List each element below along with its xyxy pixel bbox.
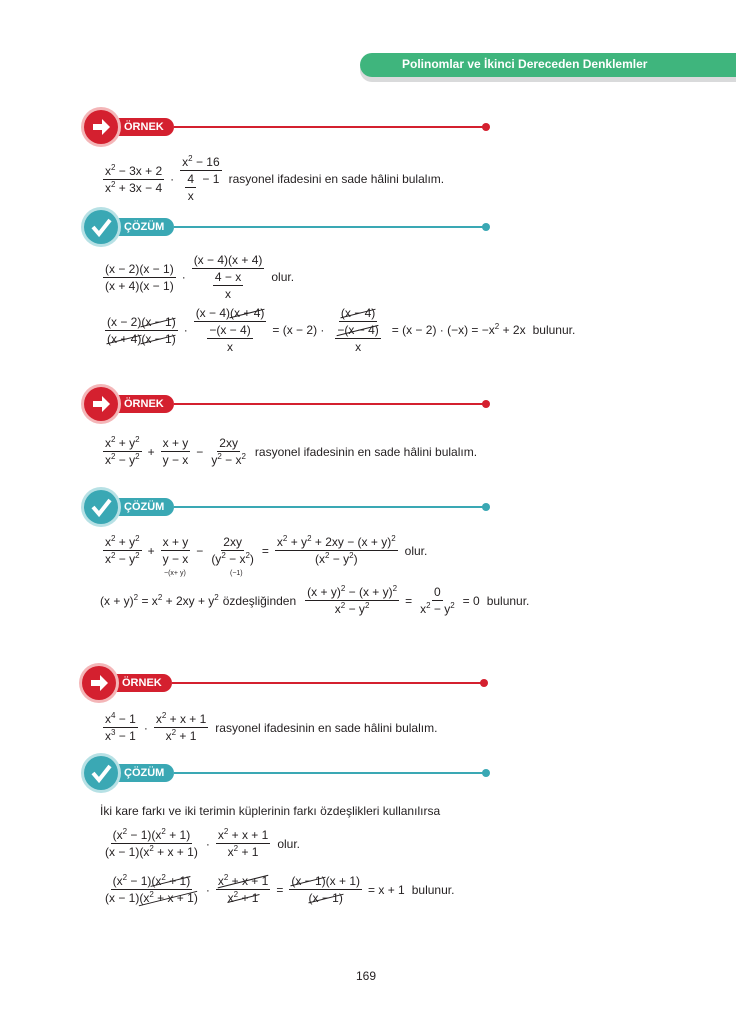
cozum-line [174,772,486,774]
bulunur-text: bulunur. [532,323,576,337]
check-icon [84,490,118,524]
ornek-marker-1 [84,110,494,146]
ornek-dot [482,400,490,408]
ornek-marker-3 [82,666,492,702]
cozum-line [174,226,486,228]
cozum-marker-3 [84,756,494,792]
ornek-tag: ÖRNEK [116,118,174,136]
cozum-dot [482,223,490,231]
cozum-tag: ÇÖZÜM [116,218,174,236]
cozum-tag: ÇÖZÜM [116,764,174,782]
task-text: rasyonel ifadesini en sade hâlini bulalım. [228,172,445,186]
arrow-icon [82,666,116,700]
cozum-tag: ÇÖZÜM [116,498,174,516]
ornek-marker-2 [84,387,494,423]
cozum-marker-2 [84,490,494,526]
solution3-intro: İki kare farkı ve iki terimin küplerinin farkı özdeşlikleri kullanılırsa [100,804,441,818]
ornek-line [174,403,486,405]
example1-expression: $\frac{x^2 - 3x + 2}{x^2 + 3x - 4}$ · $x^2 - 16$ $\frac{4}{x}$ − 1 rasyonel ifadesini en sade hâlini bulalım. [105,154,445,203]
sign-note: −(x+ y) [164,570,186,577]
ornek-line [174,126,486,128]
ornek-line [172,682,484,684]
cozum-line [174,506,486,508]
chapter-title: Polinomlar ve İkinci Dereceden Denklemler [402,57,648,71]
solution2-step1: $\frac{x^2 + y^2}{x^2 - y^2}$ + $\frac{x + y}{y - x}$ − $\frac{2xy}{(y^2 - x^2)}$ = $\frac{x^2 + y^2 + 2xy - (x + y)^2}{(x^2 - y^2)}$ olur. [105,534,428,566]
sign-note: (−1) [230,570,243,577]
check-icon [84,756,118,790]
cozum-dot [482,769,490,777]
olur-text: olur. [277,836,300,851]
arrow-icon [84,110,118,144]
solution1-step2: $\frac{(x - 2)(x - 1)}{(x + 4)(x - 1)}$ · $\frac{(x - 4)(x + 4)}{\frac{-(x - 4)}{x}}$ = (x − 2) · $\frac{(x - 4)}{\frac{-(x - 4)}{x}}$ = $(x - 2) \cdot (-x) = -x^2 + 2x$ bulunur. [107,306,576,354]
olur-text: olur. [271,270,295,284]
bulunur-text: bulunur. [411,882,455,897]
example2-expression: $\frac{x^2 + y^2}{x^2 - y^2}$ + $\frac{x + y}{y - x}$ − $\frac{2xy}{y^2 - x^2}$ rasyonel ifadesinin en sade hâlini bulalım. [105,435,478,467]
solution3-step1: $\frac{(x^2 - 1)(x^2 + 1)}{(x - 1)(x^2 + x + 1)}$ · $\frac{x^2 + x + 1}{x^2 + 1}$ olur. [105,827,300,859]
bulunur-text: bulunur. [486,593,530,608]
ornek-dot [480,679,488,687]
cozum-marker-1 [84,210,494,246]
chapter-banner [360,53,736,77]
task-text: rasyonel ifadesinin en sade hâlini bulalım. [215,720,438,735]
task-text: rasyonel ifadesinin en sade hâlini bulalım. [254,444,478,459]
example3-expression: $\frac{x^4 - 1}{x^3 - 1}$ · $\frac{x^2 + x + 1}{x^2 + 1}$ rasyonel ifadesinin en sade hâlini bulalım. [105,711,438,743]
solution2-step2: $(x + y)^2 = x^2 + 2xy + y^2$ özdeşliğinden $\frac{(x + y)^2 - (x + y)^2}{x^2 - y^2}$ = $\frac{0}{x^2 - y^2}$ = 0 bulunur. [100,584,530,616]
identity-text: özdeşliğinden [222,593,297,608]
ornek-tag: ÖRNEK [114,674,172,692]
olur-text: olur. [404,543,428,558]
solution1-step1: $\frac{(x - 2)(x - 1)}{(x + 4)(x - 1)}$ · $\frac{(x - 4)(x + 4)}{\frac{4 - x}{x}}$ olur. [105,253,295,301]
solution3-step2: $\frac{(x^2 - 1)(x^2 + 1)}{(x - 1)(x^2 + x + 1)}$ · $\frac{x^2 + x + 1}{x^2 + 1}$ = $\frac{(x - 1)(x + 1)}{(x - 1)}$ = x + 1 bulunur. [105,873,455,905]
cozum-dot [482,503,490,511]
check-icon [84,210,118,244]
page-number: 169 [356,969,377,983]
ornek-tag: ÖRNEK [116,395,174,413]
ornek-dot [482,123,490,131]
arrow-icon [84,387,118,421]
